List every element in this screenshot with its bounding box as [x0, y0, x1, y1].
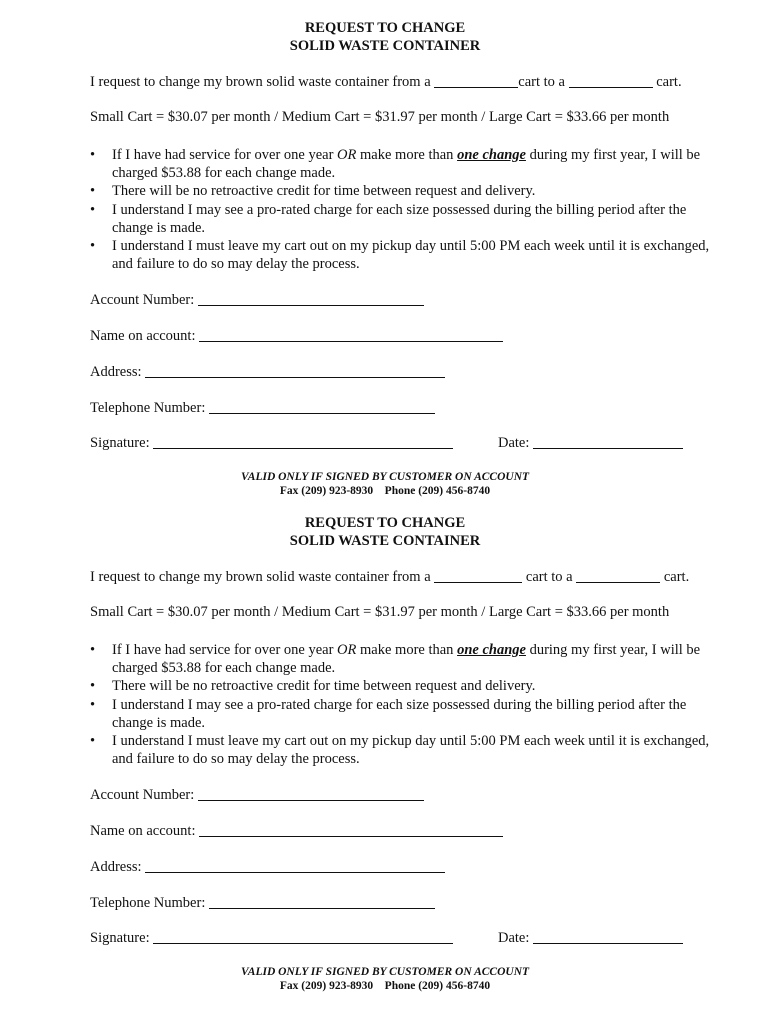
- request-suffix: cart.: [656, 74, 682, 90]
- date-row: [498, 929, 683, 947]
- fax-number: Fax (209) 923-8930: [279, 485, 374, 497]
- bullet-icon: •: [90, 697, 96, 713]
- bullet-text: If I have had service for over one year: [112, 147, 338, 163]
- address-row: [90, 858, 445, 876]
- request-sentence: [90, 73, 682, 91]
- bullet-icon: •: [90, 202, 96, 218]
- bullet-icon: •: [90, 733, 96, 749]
- bullet-text: I understand I must leave my cart out on my pickup day until 5:00 PM each week until it is exchanged, and failure to do so may delay the process.: [112, 733, 710, 767]
- bullet-emphasis: one change: [457, 147, 526, 163]
- phone-number: Phone (209) 456-8740: [384, 485, 491, 497]
- pricing-line: Small Cart = $30.07 per month / Medium Cart = $31.97 per month / Large Cart = $33.66 per month: [90, 604, 670, 620]
- date-label: Date:: [498, 930, 530, 946]
- pricing-line: Small Cart = $30.07 per month / Medium Cart = $31.97 per month / Large Cart = $33.66 per month: [90, 109, 670, 125]
- name-on-account-row: [90, 822, 503, 840]
- address-label: Address:: [90, 364, 142, 380]
- bullet-or: OR: [337, 147, 357, 163]
- bullet-text: during my first year, I will be charged $53.88 for each change made.: [112, 147, 701, 181]
- signature-field[interactable]: [153, 434, 453, 449]
- date-field[interactable]: [533, 929, 683, 944]
- account-number-field[interactable]: [198, 786, 424, 801]
- bullet-emphasis: one change: [457, 642, 526, 658]
- address-field[interactable]: [145, 363, 445, 378]
- telephone-field[interactable]: [209, 894, 435, 909]
- bullet-text: I understand I may see a pro-rated charge for each size possessed during the billing period after the change is made.: [112, 697, 687, 731]
- contact-line: [0, 484, 770, 498]
- signature-row: [90, 434, 453, 452]
- fax-number: Fax (209) 923-8930: [279, 980, 374, 992]
- form-title-line1: REQUEST TO CHANGE: [304, 20, 466, 36]
- signature-field[interactable]: [153, 929, 453, 944]
- telephone-label: Telephone Number:: [90, 895, 206, 911]
- bullet-icon: •: [90, 147, 96, 163]
- form-title-line1: REQUEST TO CHANGE: [304, 515, 466, 531]
- name-on-account-field[interactable]: [199, 822, 503, 837]
- form-title-line2: SOLID WASTE CONTAINER: [289, 533, 481, 549]
- form-title-line2: SOLID WASTE CONTAINER: [289, 38, 481, 54]
- from-cart-blank[interactable]: [434, 73, 518, 88]
- bullet-text: during my first year, I will be charged $53.88 for each change made.: [112, 642, 701, 676]
- bullet-text: If I have had service for over one year: [112, 642, 338, 658]
- phone-number: Phone (209) 456-8740: [384, 980, 491, 992]
- valid-note-text: VALID ONLY IF SIGNED BY CUSTOMER ON ACCOUNT: [240, 966, 530, 978]
- valid-note: [0, 470, 770, 484]
- account-number-label: Account Number:: [90, 292, 195, 308]
- bullet-icon: •: [90, 642, 96, 658]
- bullet-text: I understand I may see a pro-rated charge for each size possessed during the billing period after the change is made.: [112, 202, 687, 236]
- bullet-text: There will be no retroactive credit for time between request and delivery.: [112, 678, 536, 694]
- address-label: Address:: [90, 859, 142, 875]
- to-cart-blank[interactable]: [576, 568, 660, 583]
- valid-note: [0, 965, 770, 979]
- request-prefix: I request to change my brown solid waste container from a: [90, 569, 431, 585]
- date-row: [498, 434, 683, 452]
- from-cart-blank[interactable]: [434, 568, 522, 583]
- telephone-label: Telephone Number:: [90, 400, 206, 416]
- account-number-row: [90, 291, 424, 309]
- address-field[interactable]: [145, 858, 445, 873]
- bullet-or: OR: [337, 642, 357, 658]
- account-number-row: [90, 786, 424, 804]
- request-suffix: cart.: [663, 569, 690, 585]
- name-on-account-row: [90, 327, 503, 345]
- name-on-account-label: Name on account:: [90, 823, 196, 839]
- bullet-text: There will be no retroactive credit for time between request and delivery.: [112, 183, 536, 199]
- bullet-text: make more than: [356, 642, 458, 658]
- bullet-icon: •: [90, 183, 96, 199]
- date-field[interactable]: [533, 434, 683, 449]
- request-prefix: I request to change my brown solid waste container from a: [90, 74, 431, 90]
- telephone-field[interactable]: [209, 399, 435, 414]
- signature-label: Signature:: [90, 435, 150, 451]
- telephone-row: [90, 894, 435, 912]
- account-number-field[interactable]: [198, 291, 424, 306]
- signature-label: Signature:: [90, 930, 150, 946]
- bullet-text: make more than: [356, 147, 458, 163]
- bullet-text: I understand I must leave my cart out on my pickup day until 5:00 PM each week until it is exchanged, and failure to do so may delay the process.: [112, 238, 710, 272]
- request-mid: cart to a: [518, 74, 565, 90]
- account-number-label: Account Number:: [90, 787, 195, 803]
- name-on-account-label: Name on account:: [90, 328, 196, 344]
- valid-note-text: VALID ONLY IF SIGNED BY CUSTOMER ON ACCOUNT: [240, 471, 530, 483]
- request-mid: cart to a: [525, 569, 573, 585]
- date-label: Date:: [498, 435, 530, 451]
- bullet-icon: •: [90, 678, 96, 694]
- address-row: [90, 363, 445, 381]
- contact-line: [0, 979, 770, 993]
- telephone-row: [90, 399, 435, 417]
- bullet-icon: •: [90, 238, 96, 254]
- request-sentence: [90, 568, 689, 586]
- signature-row: [90, 929, 453, 947]
- to-cart-blank[interactable]: [569, 73, 653, 88]
- name-on-account-field[interactable]: [199, 327, 503, 342]
